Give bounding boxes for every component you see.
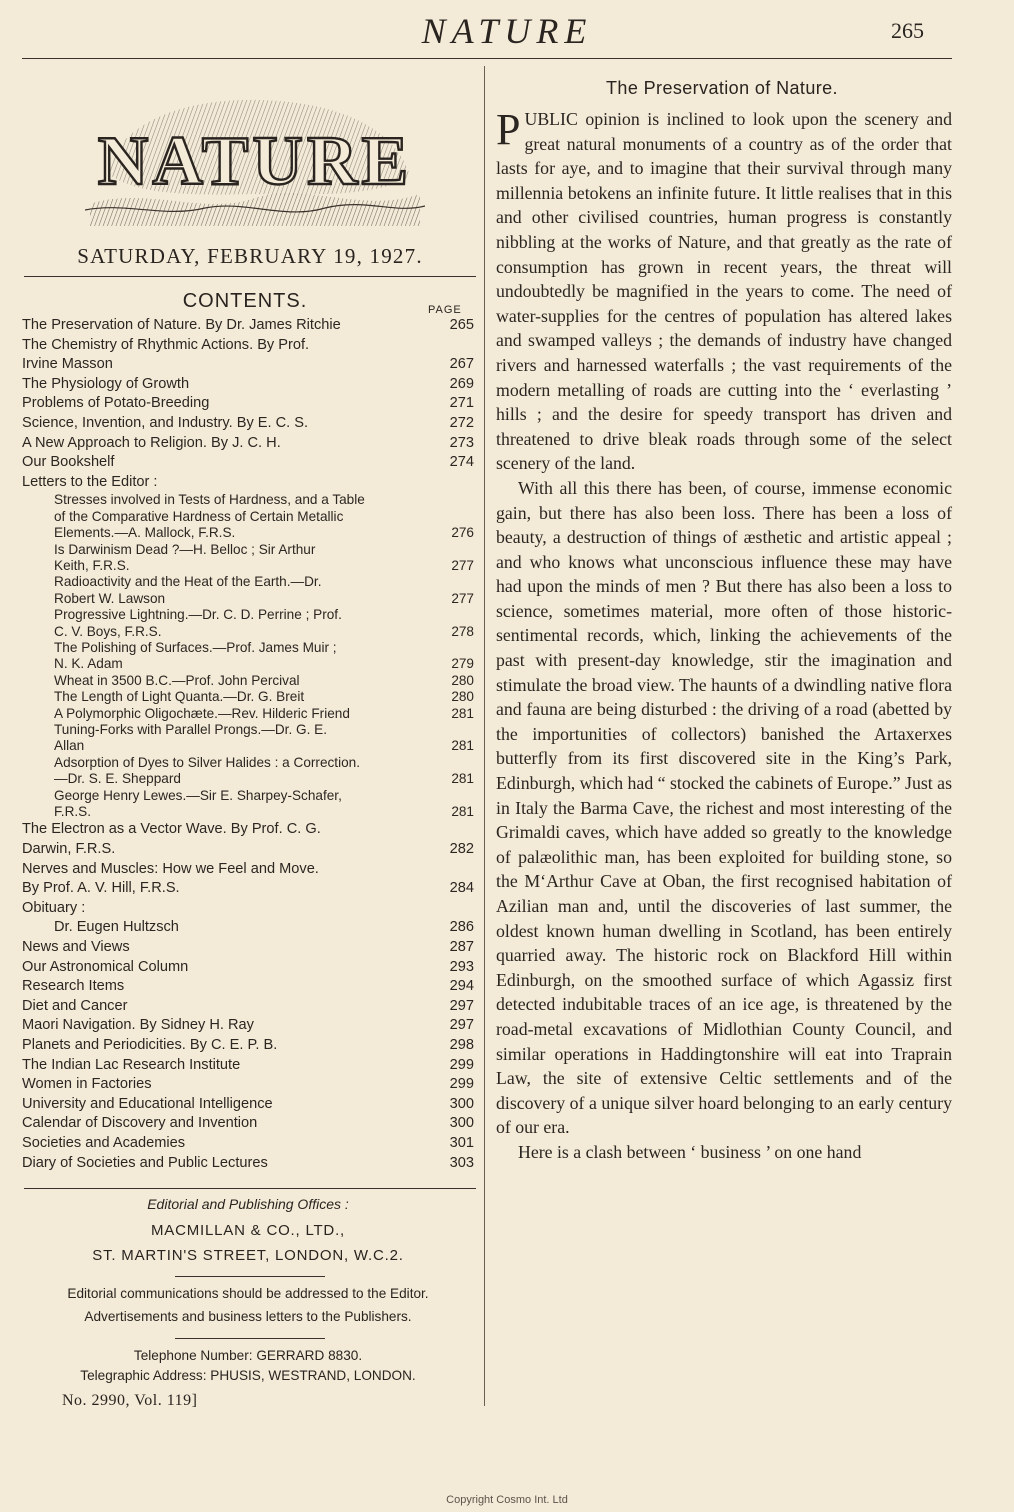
publisher-address: ST. MARTIN'S STREET, LONDON, W.C.2. bbox=[92, 1247, 404, 1264]
contents-entry-title: The Electron as a Vector Wave. By Prof. C. G. Darwin, F.R.S. bbox=[22, 821, 321, 858]
table-of-contents bbox=[22, 316, 474, 1173]
contents-entry-title: The Indian Lac Research Institute bbox=[22, 1056, 241, 1073]
contents-entry-title: University and Educational Intelligence bbox=[22, 1095, 273, 1112]
contents-entry bbox=[22, 336, 474, 375]
paragraph-1-text: UBLIC opinion is inclined to look upon the scenery and great natural monuments of a country as of the order that lasts for aye, and to imagine that their survival through many millennia betokens an infinite future. It little realises that in this and other civilised countries, human progress is constantly nibbling at the works of Nature, and that greatly as the rate of consumption has grown in recent years, the threat will undoubtedly be magnified in the years to come. The need of water-supplies for the centres of population has altered lakes and swamped valleys ; the demands of industry have changed rivers and harnessed waterfalls ; the vast requirements of the modern metalling of roads are cutting into the ‘ everlasting ’ hills ; and the desire for speedy transport has driven and threatened to drive bleak roads through some of the select scenery of the land. bbox=[496, 109, 952, 474]
contents-entry-page: 287 bbox=[449, 939, 474, 956]
contents-entry-page: 267 bbox=[449, 356, 474, 373]
contents-entry-title: Tuning-Forks with Parallel Prongs.—Dr. G. E. Allan bbox=[54, 722, 327, 754]
contents-entry bbox=[22, 434, 474, 454]
article-paragraph-3: Here is a clash between ‘ business ’ on one hand bbox=[518, 1141, 862, 1162]
publisher-name: MACMILLAN & CO., LTD., bbox=[150, 1222, 346, 1239]
contents-entry-title: Adsorption of Dyes to Silver Halides : a Correction. —Dr. S. E. Sheppard bbox=[54, 754, 360, 787]
nature-masthead-logo bbox=[85, 76, 425, 226]
contents-entry-title: Radioactivity and the Heat of the Earth.—Dr. Robert W. Lawson bbox=[54, 574, 322, 606]
contents-entry-page: 273 bbox=[449, 434, 474, 451]
contents-entry-title: Diary of Societies and Public Lectures bbox=[22, 1154, 268, 1171]
telegraphic-address: Telegraphic Address: PHUSIS, WESTRAND, LONDON. bbox=[80, 1368, 416, 1383]
contents-entry bbox=[22, 1075, 474, 1095]
contents-entry-title: The Polishing of Surfaces.—Prof. James Muir ; N. K. Adam bbox=[54, 640, 337, 672]
contents-entry-title: A Polymorphic Oligochæte.—Rev. Hilderic Friend bbox=[54, 705, 350, 721]
contents-entry-page: 277 bbox=[451, 557, 474, 573]
contents-entry bbox=[22, 414, 474, 434]
column-rule bbox=[484, 66, 485, 1406]
publisher-note: Advertisements and business letters to the Publishers. bbox=[84, 1309, 412, 1324]
contents-entry bbox=[22, 899, 474, 919]
contents-entry-page: 278 bbox=[451, 623, 474, 639]
contents-entry bbox=[22, 1114, 474, 1134]
contents-entry-page: 280 bbox=[451, 672, 474, 688]
contents-entry-title: Societies and Academies bbox=[22, 1134, 186, 1151]
contents-entry-title: The Physiology of Growth bbox=[22, 375, 190, 392]
contents-entry bbox=[22, 689, 474, 705]
contents-entry-page: 265 bbox=[449, 317, 474, 333]
contents-entry-title: Wheat in 3500 B.C.—Prof. John Percival bbox=[54, 672, 300, 688]
contents-entry-page: 297 bbox=[449, 997, 474, 1014]
contents-entry-page: 303 bbox=[449, 1154, 474, 1171]
contents-entry bbox=[22, 977, 474, 997]
article-paragraph-2: With all this there has been, of course, immense economic gain, but there has also been loss. There has been a loss of beauty, a destruction of things of æsthetic and artistic appeal ; and who knows what unconscious influence these may have had upon the minds of men ? But there has also been a loss to science, sometimes material, more often of those historic-sentimental records, which, linking the achievements of the past with present-day knowledge, stir the imagination and stimulate the broad view. The haunts of a dwindling native flora and fauna are being disturbed : the driving of a road (abetted by the importunities of collectors) banished the Artaxerxes butterfly from its first discovered site in the King’s Park, Edinburgh, which had “ stocked the cabinets of Europe.” Just as in Italy the Barma Cave, the richest and most interesting of the Grimaldi caves, which have added so greatly to the knowledge of palæolithic man, has been exploited for building stone, so the M‘Arthur Cave at Oban, the first recognised habitation of Azilian man and, until the discoveries of last summer, the oldest known human dwelling in Scotland, has been entirely quarried away. The historic rock on Blackford Hill within Edinburgh, on the smoothed surface of which Agassiz first detected indubitable traces of an ice age, is threatened by the road-metal excavations of Midlothian County Council, and similar operations in Haddingtonshire will eat into Traprain Law, the site of extensive Celtic settlements and of the discovery of a unique silver hoard belonging to an early century of our era. bbox=[496, 477, 952, 1138]
contents-entry bbox=[22, 1056, 474, 1076]
contents-entry-title: Women in Factories bbox=[22, 1076, 152, 1093]
article-paragraph-1 bbox=[496, 107, 952, 476]
contents-entry-title: Progressive Lightning.—Dr. C. D. Perrine ; Prof. C. V. Boys, F.R.S. bbox=[54, 607, 342, 639]
contents-entry-title: A New Approach to Religion. By J. C. H. bbox=[22, 434, 281, 451]
offices-label: Editorial and Publishing Offices : bbox=[147, 1196, 349, 1212]
contents-entry-page: 281 bbox=[451, 705, 474, 721]
contents-entry-page: 272 bbox=[449, 414, 474, 431]
article-title: The Preservation of Nature. bbox=[606, 78, 838, 98]
contents-bottom-rule bbox=[24, 1188, 476, 1189]
contents-entry bbox=[22, 722, 474, 755]
contents-entry bbox=[22, 394, 474, 414]
contents-heading: CONTENTS. bbox=[182, 290, 308, 312]
imprint-rule-1 bbox=[175, 1276, 325, 1277]
contents-entry-page: 276 bbox=[451, 525, 474, 541]
telephone-number: Telephone Number: GERRARD 8830. bbox=[133, 1348, 363, 1363]
contents-entry-title: Dr. Eugen Hultzsch bbox=[54, 919, 179, 936]
contents-entry-page: 280 bbox=[451, 689, 474, 705]
contents-entry-page: 300 bbox=[449, 1095, 474, 1112]
contents-entry-title: Obituary : bbox=[22, 899, 86, 916]
contents-entry-page: 281 bbox=[451, 738, 474, 754]
contents-entry-title: Planets and Periodicities. By C. E. P. B. bbox=[22, 1037, 278, 1053]
contents-entry-page: 271 bbox=[449, 395, 474, 412]
contents-entry-title: The Preservation of Nature. By Dr. James Ritchie bbox=[22, 317, 341, 333]
copyright-watermark: Copyright Cosmo Int. Ltd bbox=[446, 1494, 568, 1506]
contents-entry bbox=[22, 574, 474, 607]
contents-entry bbox=[22, 542, 474, 575]
date-rule bbox=[24, 276, 476, 277]
contents-entry bbox=[22, 1016, 474, 1036]
contents-entry bbox=[22, 938, 474, 958]
contents-entry-page: 300 bbox=[449, 1115, 474, 1132]
issue-date: SATURDAY, FEBRUARY 19, 1927. bbox=[77, 244, 423, 268]
contents-entry bbox=[22, 1095, 474, 1115]
contents-entry-title: Maori Navigation. By Sidney H. Ray bbox=[22, 1017, 254, 1034]
contents-entry-title: The Length of Light Quanta.—Dr. G. Breit bbox=[54, 689, 305, 705]
contents-entry-title: Problems of Potato-Breeding bbox=[22, 395, 210, 412]
imprint-rule-2 bbox=[175, 1338, 325, 1339]
contents-entry-page: 297 bbox=[449, 1017, 474, 1034]
contents-entry-page: 274 bbox=[449, 454, 474, 471]
contents-entry-title: Stresses involved in Tests of Hardness, and a Table of the Comparative Hardness of Certain Metallic Elements.—A. Mallock, F.R.S. bbox=[54, 492, 365, 541]
contents-entry-page: 282 bbox=[449, 841, 474, 858]
contents-entry-page: 299 bbox=[449, 1076, 474, 1093]
contents-entry-title: Is Darwinism Dead ?—H. Belloc ; Sir Arthur Keith, F.R.S. bbox=[54, 541, 316, 573]
contents-entry-page: 294 bbox=[449, 978, 474, 995]
contents-entry bbox=[22, 918, 474, 938]
contents-entry-page: 298 bbox=[449, 1037, 474, 1053]
contents-entry-page: 281 bbox=[451, 804, 474, 820]
contents-entry bbox=[22, 607, 474, 640]
contents-entry-page: 279 bbox=[451, 656, 474, 672]
contents-entry bbox=[22, 755, 474, 788]
drop-cap: P bbox=[496, 105, 521, 154]
contents-entry-page: 277 bbox=[451, 590, 474, 606]
contents-entry bbox=[22, 640, 474, 673]
contents-entry-title: George Henry Lewes.—Sir E. Sharpey-Schafer, F.R.S. bbox=[54, 787, 342, 820]
running-title: NATURE bbox=[421, 11, 593, 51]
contents-entry-title: Our Astronomical Column bbox=[22, 958, 189, 975]
contents-entry bbox=[22, 706, 474, 722]
contents-entry bbox=[22, 473, 474, 493]
contents-entry-title: Diet and Cancer bbox=[22, 997, 128, 1014]
contents-entry bbox=[22, 1134, 474, 1154]
contents-entry-page: 286 bbox=[449, 919, 474, 936]
contents-entry bbox=[22, 958, 474, 978]
contents-entry bbox=[22, 453, 474, 473]
contents-entry-page: 299 bbox=[449, 1056, 474, 1073]
contents-entry-page: 293 bbox=[449, 958, 474, 975]
contents-entry-title: Our Bookshelf bbox=[22, 454, 115, 471]
contents-entry bbox=[22, 316, 474, 336]
contents-page-label: PAGE bbox=[428, 304, 462, 316]
contents-entry-title: News and Views bbox=[22, 939, 130, 956]
contents-entry-title: Nerves and Muscles: How we Feel and Move. By Prof. A. V. Hill, F.R.S. bbox=[22, 860, 319, 897]
svg-text:NATURE: NATURE bbox=[97, 123, 413, 200]
contents-entry-title: Calendar of Discovery and Invention bbox=[22, 1115, 258, 1132]
contents-entry bbox=[22, 788, 474, 821]
contents-entry-page: 301 bbox=[449, 1134, 474, 1151]
contents-entry-page: 269 bbox=[449, 375, 474, 392]
contents-entry-title: The Chemistry of Rhythmic Actions. By Prof. Irvine Masson bbox=[22, 336, 310, 373]
contents-entry bbox=[22, 860, 474, 899]
page-number: 265 bbox=[891, 18, 924, 43]
contents-entry bbox=[22, 1154, 474, 1174]
contents-entry bbox=[22, 492, 474, 541]
article-body bbox=[496, 107, 952, 1165]
contents-entry bbox=[22, 375, 474, 395]
contents-entry-title: Letters to the Editor : bbox=[22, 473, 158, 490]
contents-entry bbox=[22, 997, 474, 1017]
contents-entry bbox=[22, 673, 474, 689]
issue-volume: No. 2990, Vol. 119] bbox=[62, 1392, 198, 1409]
contents-entry-page: 284 bbox=[449, 880, 474, 897]
contents-entry bbox=[22, 820, 474, 859]
contents-entry-title: Science, Invention, and Industry. By E. C. S. bbox=[22, 414, 309, 431]
editor-note: Editorial communications should be addressed to the Editor. bbox=[67, 1286, 429, 1301]
contents-entry bbox=[22, 1036, 474, 1056]
header-rule bbox=[22, 58, 952, 59]
contents-entry-page: 281 bbox=[451, 771, 474, 787]
contents-entry-title: Research Items bbox=[22, 978, 125, 995]
